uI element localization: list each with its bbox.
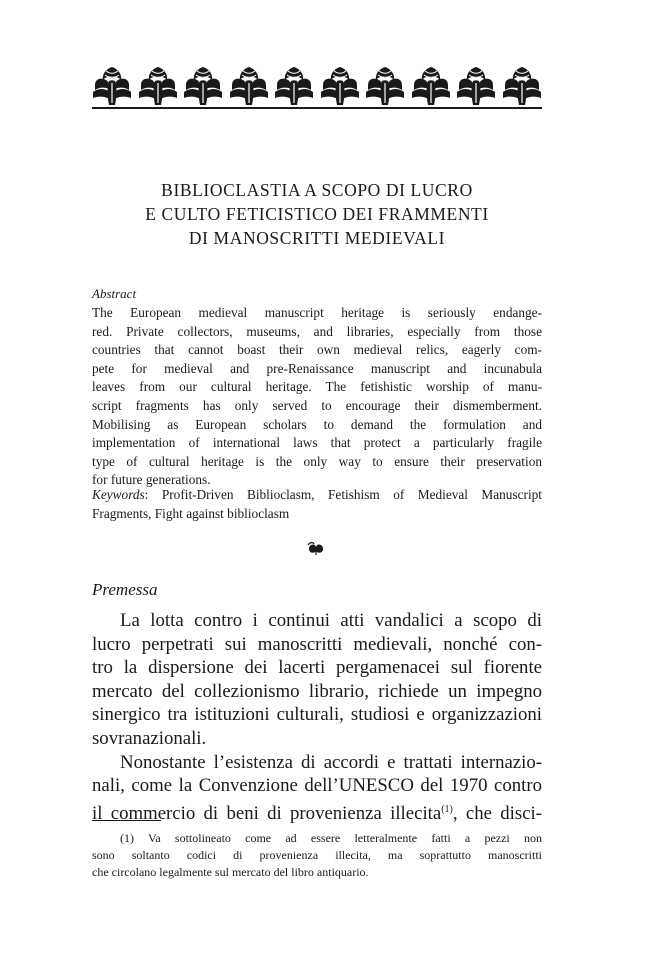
abstract-line: red. Private collectors, museums, and libraries, especially from those <box>92 323 542 339</box>
title-line: E CULTO FETICISTICO DEI FRAMMENTI <box>145 204 489 224</box>
body-line: La lotta contro i continui atti vandalici a scopo di <box>120 610 542 631</box>
footnote-rule <box>92 820 161 821</box>
abstract-line: leaves from our cultural heritage. The fetishistic worship of manu- <box>92 379 542 395</box>
abstract-line: script fragments has only served to encourage their dismemberment. <box>92 397 542 413</box>
body-line: mercato del collezionismo librario, richiede un impegno <box>92 680 542 702</box>
footnote <box>92 830 542 881</box>
body-line <box>92 798 542 822</box>
abstract-line: for future generations. <box>92 472 211 488</box>
lotus-fleuron-icon <box>183 65 223 107</box>
abstract-line: countries that cannot boast their own medieval relics, eagerly com- <box>92 342 542 358</box>
footnote-marker: (1) <box>120 831 134 845</box>
body-text-fragment: il commercio di beni di provenienza illecita <box>92 802 442 824</box>
abstract-text <box>92 304 542 490</box>
keywords-line <box>92 486 542 505</box>
lotus-fleuron-icon <box>456 65 496 107</box>
body-line: tro la dispersione dei lacerti pergamenacei sul fiorente <box>92 657 542 679</box>
body-line: lucro perpetrati sui manoscritti medievali, nonché con- <box>92 633 542 655</box>
footnote-text: Va sottolineato come ad essere letteralmente fatti a pezzi non <box>134 831 542 845</box>
title-line: DI MANOSCRITTI MEDIEVALI <box>188 228 446 248</box>
footnote-line: sono soltanto codici di provenienza illecita, ma soprattutto manoscritti <box>92 848 542 862</box>
article-title <box>92 178 542 250</box>
keywords-label: Keywords <box>92 487 145 502</box>
body-line: sinergico tra istituzioni culturali, studiosi e organizzazioni <box>92 704 542 726</box>
body-text <box>92 609 542 824</box>
title-line: BIBLIOCLASTIA A SCOPO DI LUCRO <box>161 180 473 200</box>
lotus-fleuron-icon <box>411 65 451 107</box>
keywords-text: : Profit-Driven Biblioclasm, Fetishism of Medieval Manuscript <box>144 487 542 502</box>
abstract-line: implementation of international laws that protect a particularly fragile <box>92 435 542 451</box>
lotus-fleuron-icon <box>92 65 132 107</box>
body-line: Nonostante l’esistenza di accordi e trattati internazio- <box>120 751 542 773</box>
abstract-line: pete for medieval and pre-Renaissance manuscript and incunabula <box>92 360 542 376</box>
abstract-line: Mobilising as European scholars to demand the formulation and <box>92 416 542 432</box>
body-line: sovranazionali. <box>92 727 207 749</box>
abstract-label: Abstract <box>92 286 137 301</box>
footnote-reference[interactable]: (1) <box>441 803 453 815</box>
lotus-fleuron-icon <box>138 65 178 107</box>
fleuron-icon <box>307 540 325 556</box>
body-text-fragment: , che disci- <box>452 802 542 824</box>
abstract-line: type of cultural heritage is the only way to ensure their preservation <box>92 453 542 469</box>
keywords-line: Fragments, Fight against biblioclasm <box>92 505 290 521</box>
lotus-fleuron-icon <box>365 65 405 107</box>
abstract-line: The European medieval manuscript heritage is seriously endange- <box>92 305 542 320</box>
ornament-band <box>92 63 542 107</box>
section-heading: Premessa <box>92 580 158 599</box>
lotus-fleuron-icon <box>320 65 360 107</box>
footnote-line <box>92 830 542 847</box>
keywords <box>92 486 542 523</box>
body-line: nali, come la Convenzione dell’UNESCO del 1970 contro <box>92 775 542 797</box>
lotus-fleuron-icon <box>502 65 542 107</box>
lotus-fleuron-icon <box>274 65 314 107</box>
lotus-fleuron-icon <box>229 65 269 107</box>
header-rule <box>92 107 542 109</box>
footnote-line: che circolano legalmente sul mercato del libro antiquario. <box>92 865 369 879</box>
